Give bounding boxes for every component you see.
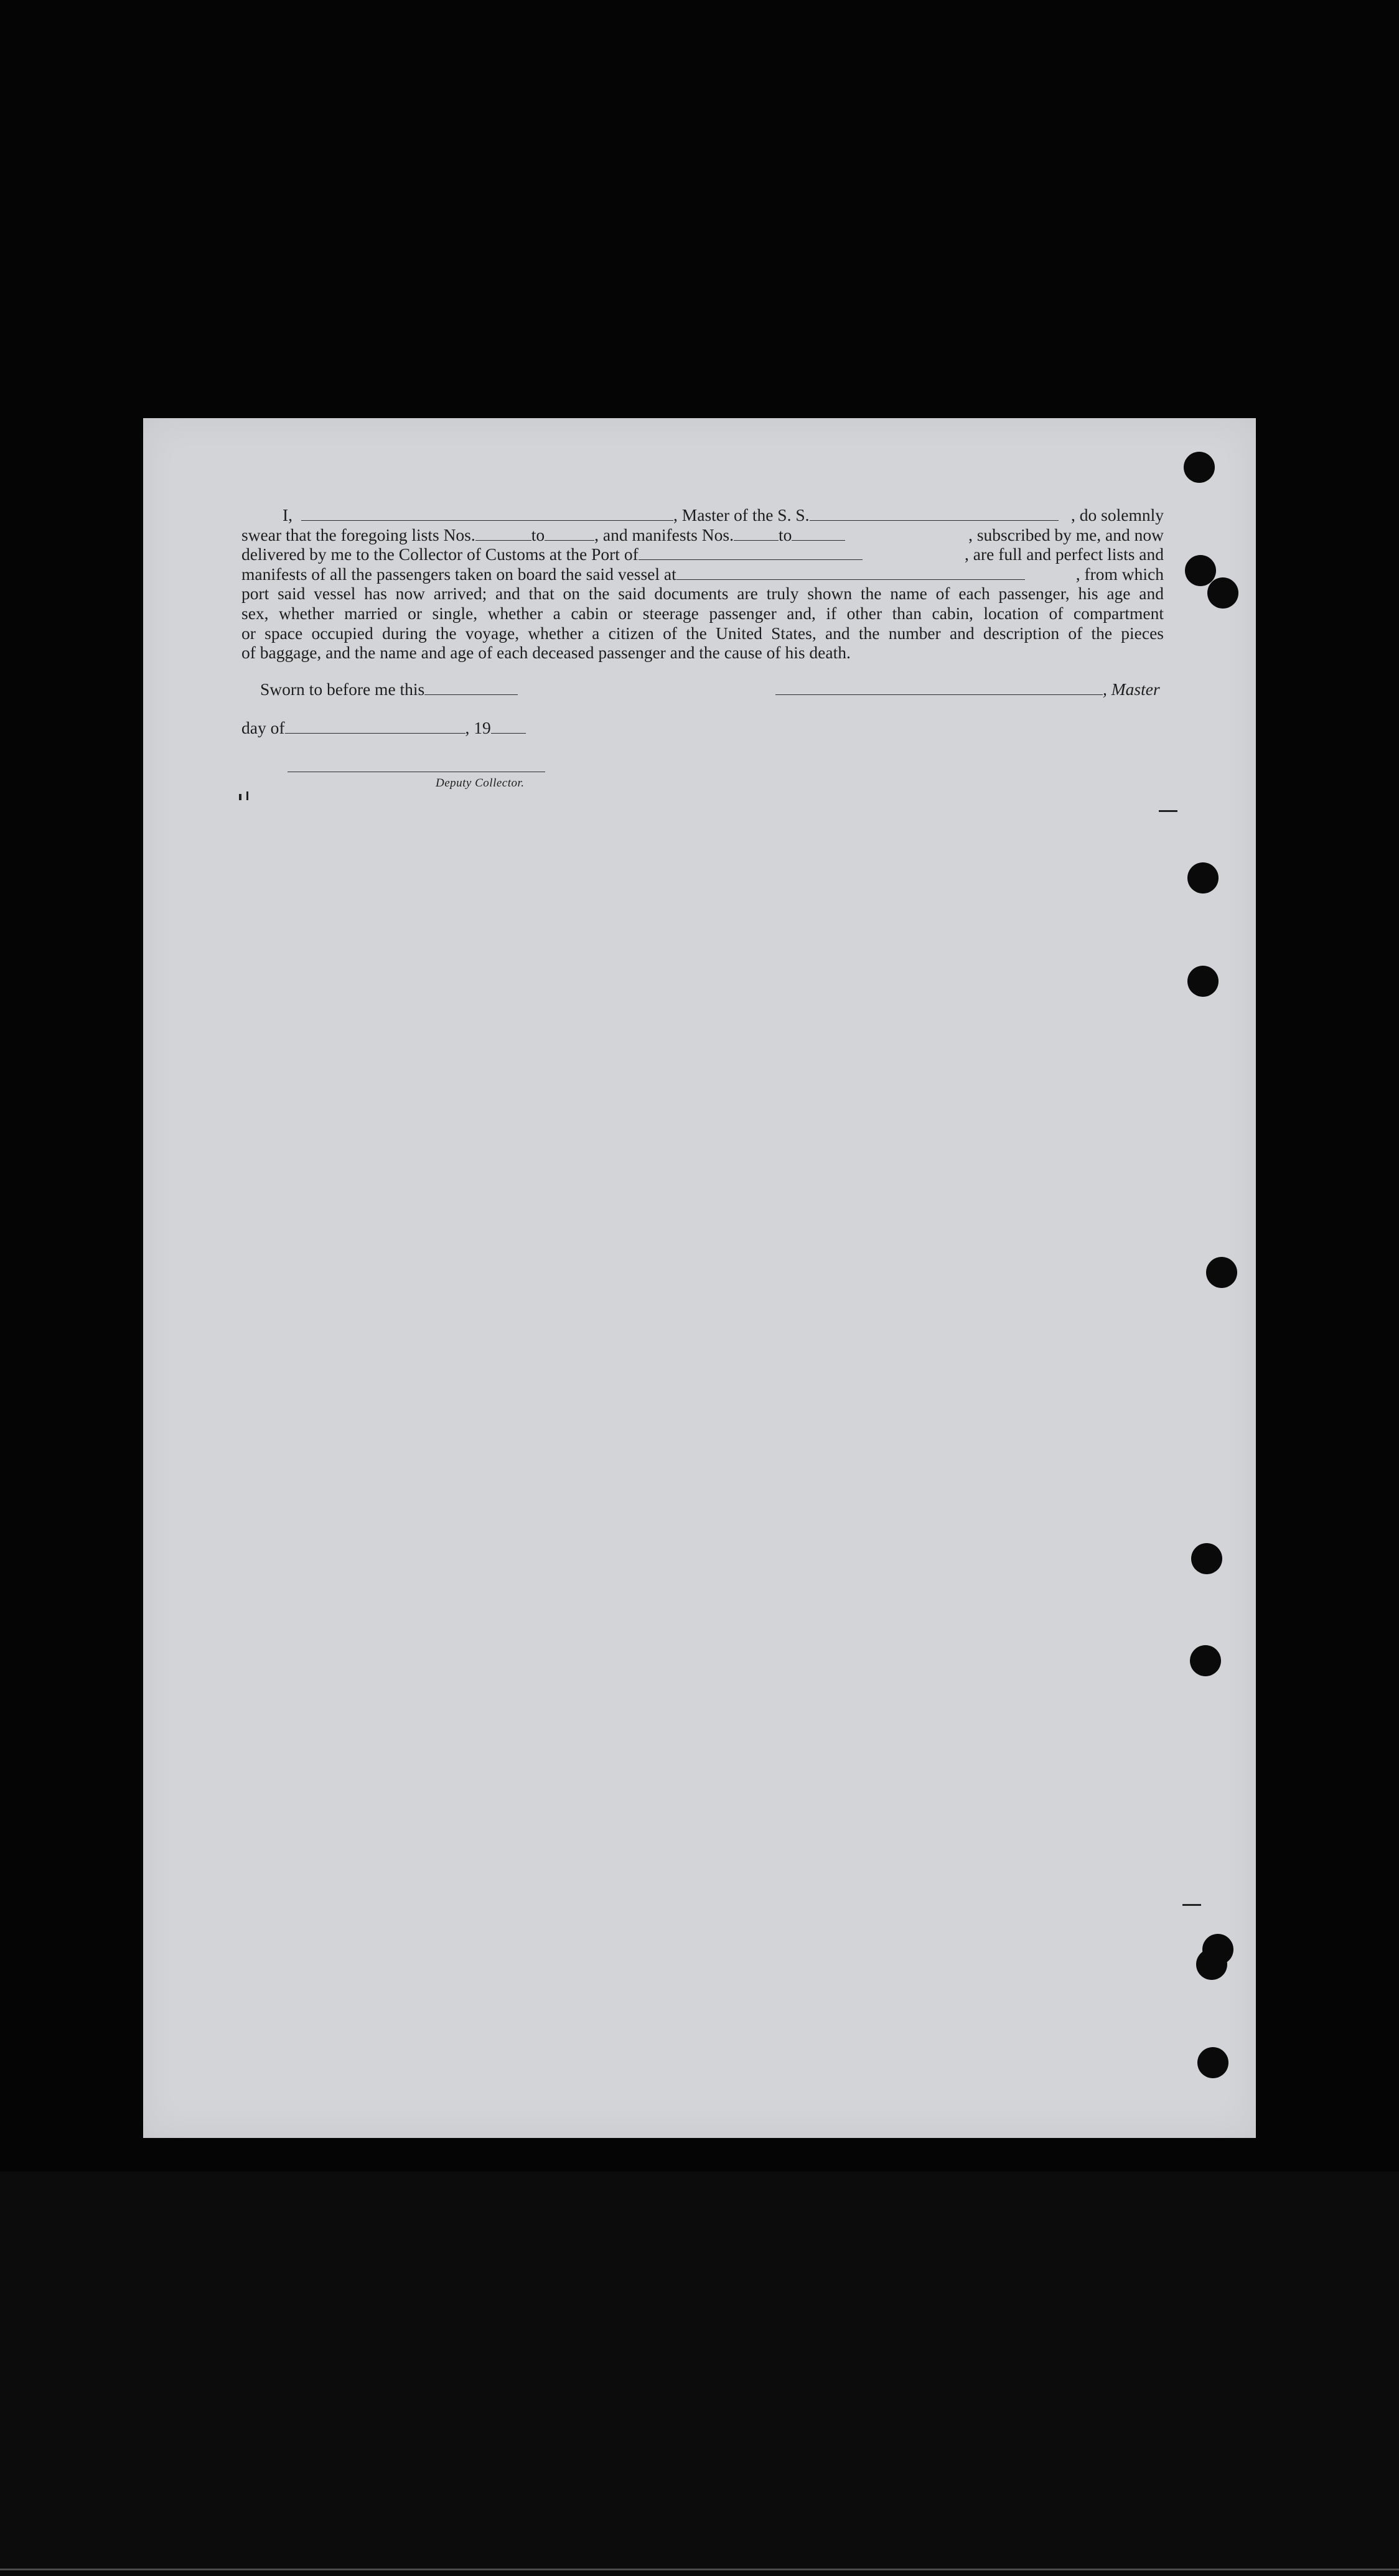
punch-hole [1207, 577, 1238, 609]
oath-line-8: of baggage, and the name and age of each deceased passenger and the cause of his death. [241, 643, 851, 663]
punch-hole [1197, 2047, 1228, 2078]
master-signature [775, 679, 1160, 699]
oath-text: , and manifests Nos. [594, 525, 734, 544]
scanner-background [0, 2172, 1399, 2576]
punch-hole [1206, 1257, 1237, 1288]
day-label: day of [241, 718, 285, 737]
year-label: , 19 [465, 718, 491, 737]
master-label: , Master [1103, 679, 1160, 699]
oath-text: , subscribed by me, and now [968, 525, 1164, 544]
oath-text: delivered by me to the Collector of Customs at the Port of [241, 544, 639, 564]
lists-to-blank [545, 526, 594, 541]
oath-text: , are full and perfect lists and [965, 544, 1164, 564]
master-signature-blank [775, 681, 1103, 695]
scanner-edge-line [0, 2569, 1399, 2570]
port-blank [639, 546, 863, 560]
manifests-to-blank [792, 526, 845, 541]
ink-speck [239, 794, 241, 800]
lists-from-blank [475, 526, 531, 541]
ink-mark [1159, 810, 1177, 812]
oath-line-2 [241, 525, 1164, 545]
departure-port-blank [676, 566, 1025, 580]
oath-text: manifests of all the passengers taken on board the said vessel at [241, 564, 676, 584]
master-name-blank [301, 506, 673, 521]
oath-text: I, [283, 505, 293, 525]
oath-line-5: port said vessel has now arrived; and that on the said documents are truly shown the name of each passenger, his age and [241, 584, 1164, 604]
oath-text: , from which [1075, 564, 1164, 584]
oath-line-6: sex, whether married or single, whether a cabin or steerage passenger and, if other than cabin, location of compartment [241, 603, 1164, 623]
punch-hole [1196, 1949, 1227, 1980]
manifests-from-blank [734, 526, 779, 541]
oath-line-4 [241, 564, 1164, 584]
punch-hole [1190, 1645, 1221, 1676]
punch-hole [1191, 1543, 1222, 1574]
sworn-label: Sworn to before me this [260, 679, 425, 699]
oath-line-7: or space occupied during the voyage, whether a citizen of the United States, and the number and description of the pieces [241, 623, 1164, 643]
oath-text: to [778, 525, 792, 544]
ink-speck [246, 791, 248, 800]
date-line [241, 718, 526, 738]
oath-line-1 [241, 505, 1164, 525]
month-blank [285, 719, 466, 734]
year-blank [491, 719, 526, 734]
oath-text: swear that the foregoing lists Nos. [241, 525, 475, 544]
punch-hole [1187, 966, 1219, 997]
deputy-collector-label: Deputy Collector. [436, 777, 525, 790]
punch-hole [1184, 452, 1215, 483]
document-page [143, 418, 1256, 2138]
oath-text: to [531, 525, 545, 544]
ink-mark [1182, 1904, 1201, 1906]
oath-line-3 [241, 544, 1164, 564]
sworn-statement [260, 679, 518, 699]
punch-hole [1187, 862, 1219, 894]
ship-name-blank [810, 506, 1059, 521]
oath-text: , do solemnly [1071, 505, 1164, 525]
sworn-day-blank [424, 681, 518, 695]
oath-text: , Master of the S. S. [673, 505, 810, 525]
oath-paragraph [241, 505, 1164, 663]
